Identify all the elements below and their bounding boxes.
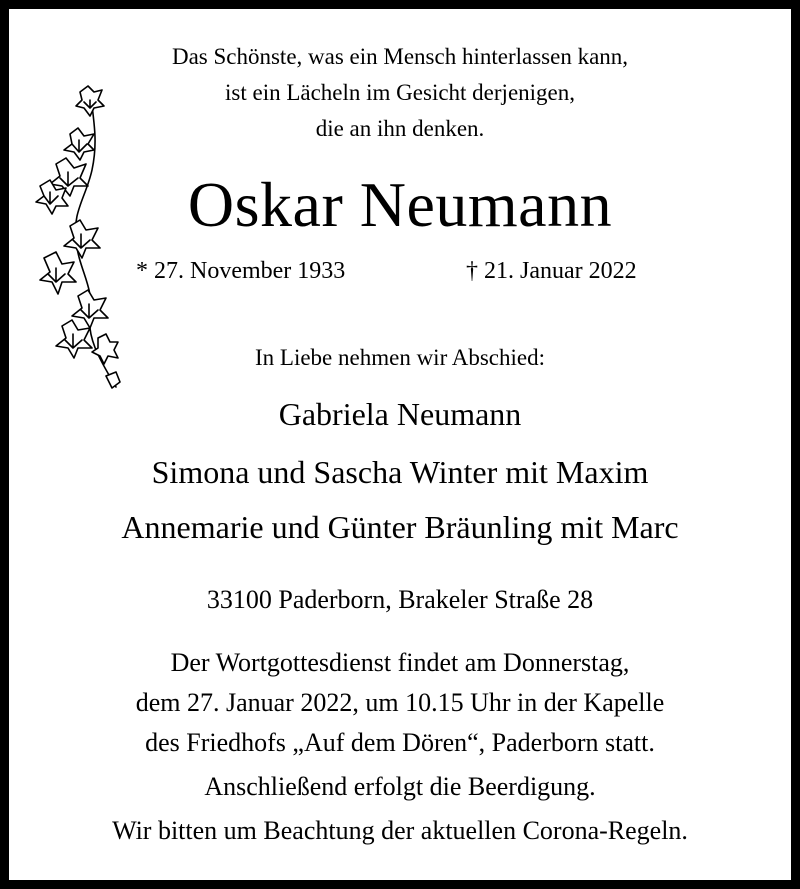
quote-line-1: Das Schönste, was ein Mensch hinterlassen kann, bbox=[171, 44, 629, 69]
quote-line-2: ist ein Lächeln im Gesicht derjenigen, bbox=[225, 80, 575, 105]
service-line-1: Der Wortgottesdienst findet am Donnerstag, bbox=[170, 648, 630, 677]
family-member: Annemarie und Günter Bräunling mit Marc bbox=[121, 509, 679, 545]
corona-note: Wir bitten um Beachtung der aktuellen Corona-Regeln. bbox=[112, 816, 688, 845]
service-line-3: des Friedhofs „Auf dem Dören“, Paderborn statt. bbox=[145, 728, 655, 757]
birth-date: * 27. November 1933 bbox=[136, 258, 346, 284]
burial-note: Anschließend erfolgt die Beerdigung. bbox=[204, 772, 596, 801]
family-member: Simona und Sascha Winter mit Maxim bbox=[151, 454, 649, 490]
farewell-intro: In Liebe nehmen wir Abschied: bbox=[255, 345, 545, 370]
quote-line-3: die an ihn denken. bbox=[315, 116, 485, 141]
address: 33100 Paderborn, Brakeler Straße 28 bbox=[206, 585, 594, 614]
deceased-name: Oskar Neumann bbox=[187, 169, 613, 240]
death-date: † 21. Januar 2022 bbox=[466, 258, 637, 284]
service-line-2: dem 27. Januar 2022, um 10.15 Uhr in der Kapelle bbox=[135, 688, 665, 717]
family-member: Gabriela Neumann bbox=[278, 396, 522, 432]
